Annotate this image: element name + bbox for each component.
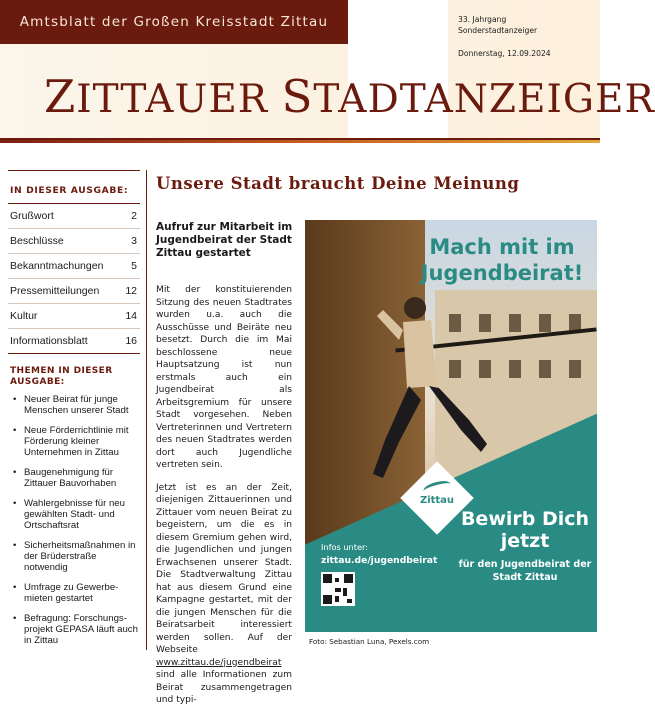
amtsblatt-bar — [0, 0, 348, 44]
toc-item[interactable] — [8, 253, 140, 278]
window — [539, 314, 551, 332]
theme-item: • Wahlergebnisse für neu gewählten Stadt- und Ortschaftsrat — [10, 498, 140, 531]
toc-label: Bekanntmachungen — [10, 260, 104, 272]
article-paragraph: Mit der konstituierenden Sitzung des neuen Stadtrates wurden u.a. auch die Ausschüsse und Beiräte neu besetzt. Durch die im Mai beschlossene neue Hauptsatzung ist nun erstmals auch ein Jugendbeirat als Arbeitsgremium für unsere Stadt vorgesehen. Neben Vertreterinnen und Vertretern des neuen Stadtrates werden dort auch Jugendliche vertreten sein. — [156, 285, 292, 470]
window — [569, 360, 581, 378]
article-subhead: Aufruf zur Mitarbeit im Jugendbeirat der Stadt Zittau gestartet — [156, 221, 293, 259]
theme-item: • Neuer Beirat für junge Menschen unserer Stadt — [10, 394, 140, 416]
amtsblatt-text: Amtsblatt der Großen Kreisstadt Zittau — [19, 14, 329, 30]
logo-text: Zittau — [419, 495, 455, 506]
toc-page-number: 2 — [131, 210, 137, 222]
toc-page-number: 14 — [125, 310, 137, 322]
toc-label: Beschlüsse — [10, 235, 64, 247]
masthead-title: ZITTAUER STADTANZEIGER — [44, 70, 655, 123]
photo-caption: Foto: Sebastian Luna, Pexels.com — [309, 637, 430, 646]
theme-item: • Umfrage zu Gewerbe-mieten gestartet — [10, 582, 140, 604]
window — [509, 360, 521, 378]
toc-box — [8, 170, 140, 354]
toc-label: Kultur — [10, 310, 38, 322]
themes-heading: THEMEN IN DIESER AUSGABE: — [10, 366, 113, 387]
toc-page-number: 12 — [125, 285, 137, 297]
toc-label: Informationsblatt — [10, 335, 88, 347]
toc-item[interactable] — [8, 278, 140, 303]
jumping-person-icon — [363, 290, 493, 490]
edition: Sonderstadtanzeiger — [458, 26, 538, 35]
article-title: Unsere Stadt braucht Deine Meinung — [156, 174, 520, 193]
masthead — [44, 70, 655, 123]
themes-list — [8, 394, 140, 646]
infos-url: zittau.de/jugendbeirat — [321, 555, 438, 566]
issue-date: Donnerstag, 12.09.2024 — [458, 49, 551, 58]
article-paragraph — [156, 482, 292, 707]
paragraph-text: Jetzt ist es an der Zeit, diejenigen Zittauerinnen und Zittauer vom neuen Beirat zu begeistern, um die es in diesem Gremium gehen wird, die Jugendlichen und jungen Erwachsenen unserer Stadt. Die Stadtverwaltung Zittau hat aus diesem Grund eine Kampagne gestartet, mit der die jungen Menschen für die Beiratsarbeit interessiert werden sollen. Auf der Webseite — [156, 482, 292, 655]
theme-item: • Befragung: Forschungs-projekt GEPASA läuft auch in Zittau — [10, 613, 140, 646]
toc-label: Grußwort — [10, 210, 54, 222]
jugendbeirat-link[interactable]: www.zittau.de/jugendbeirat — [156, 657, 282, 668]
infos-label: Infos unter: — [321, 542, 368, 552]
sidebar — [8, 170, 140, 655]
column-separator — [146, 170, 147, 650]
cta-headline: Bewirb Dich jetzt — [460, 508, 590, 552]
toc-page-number: 5 — [131, 260, 137, 272]
cta-subline: für den Jugendbeirat der Stadt Zittau — [458, 559, 592, 583]
toc-page-number: 3 — [131, 235, 137, 247]
volume: 33. Jahrgang — [458, 15, 507, 24]
theme-item: • Neue Förderrichtlinie mit Förderung kleiner Unternehmen in Zittau — [10, 425, 140, 458]
window — [509, 314, 521, 332]
toc-label: Pressemitteilungen — [10, 285, 100, 297]
toc-list — [8, 203, 140, 353]
toc-item[interactable] — [8, 303, 140, 328]
theme-item: • Baugenehmigung für Zittauer Bauvorhaben — [10, 467, 140, 489]
campaign-headline: Mach mit im Jugendbeirat! — [420, 235, 584, 285]
issue-info — [458, 14, 598, 59]
toc-item[interactable] — [8, 203, 140, 228]
toc-item[interactable] — [8, 328, 140, 353]
header-gradient-rule — [0, 140, 600, 143]
paragraph-text: sind alle Informationen zum Beirat zusammengetragen und typi- — [156, 670, 292, 705]
window — [539, 360, 551, 378]
campaign-photo — [305, 220, 597, 632]
toc-heading: IN DIESER AUSGABE: — [10, 185, 129, 196]
themes-box — [8, 354, 140, 646]
article-body — [156, 284, 292, 717]
theme-item: • Sicherheitsmaßnahmen in der Brüderstraße notwendig — [10, 540, 140, 573]
toc-page-number: 16 — [125, 335, 137, 347]
qr-code-icon — [321, 572, 355, 606]
toc-item[interactable] — [8, 228, 140, 253]
